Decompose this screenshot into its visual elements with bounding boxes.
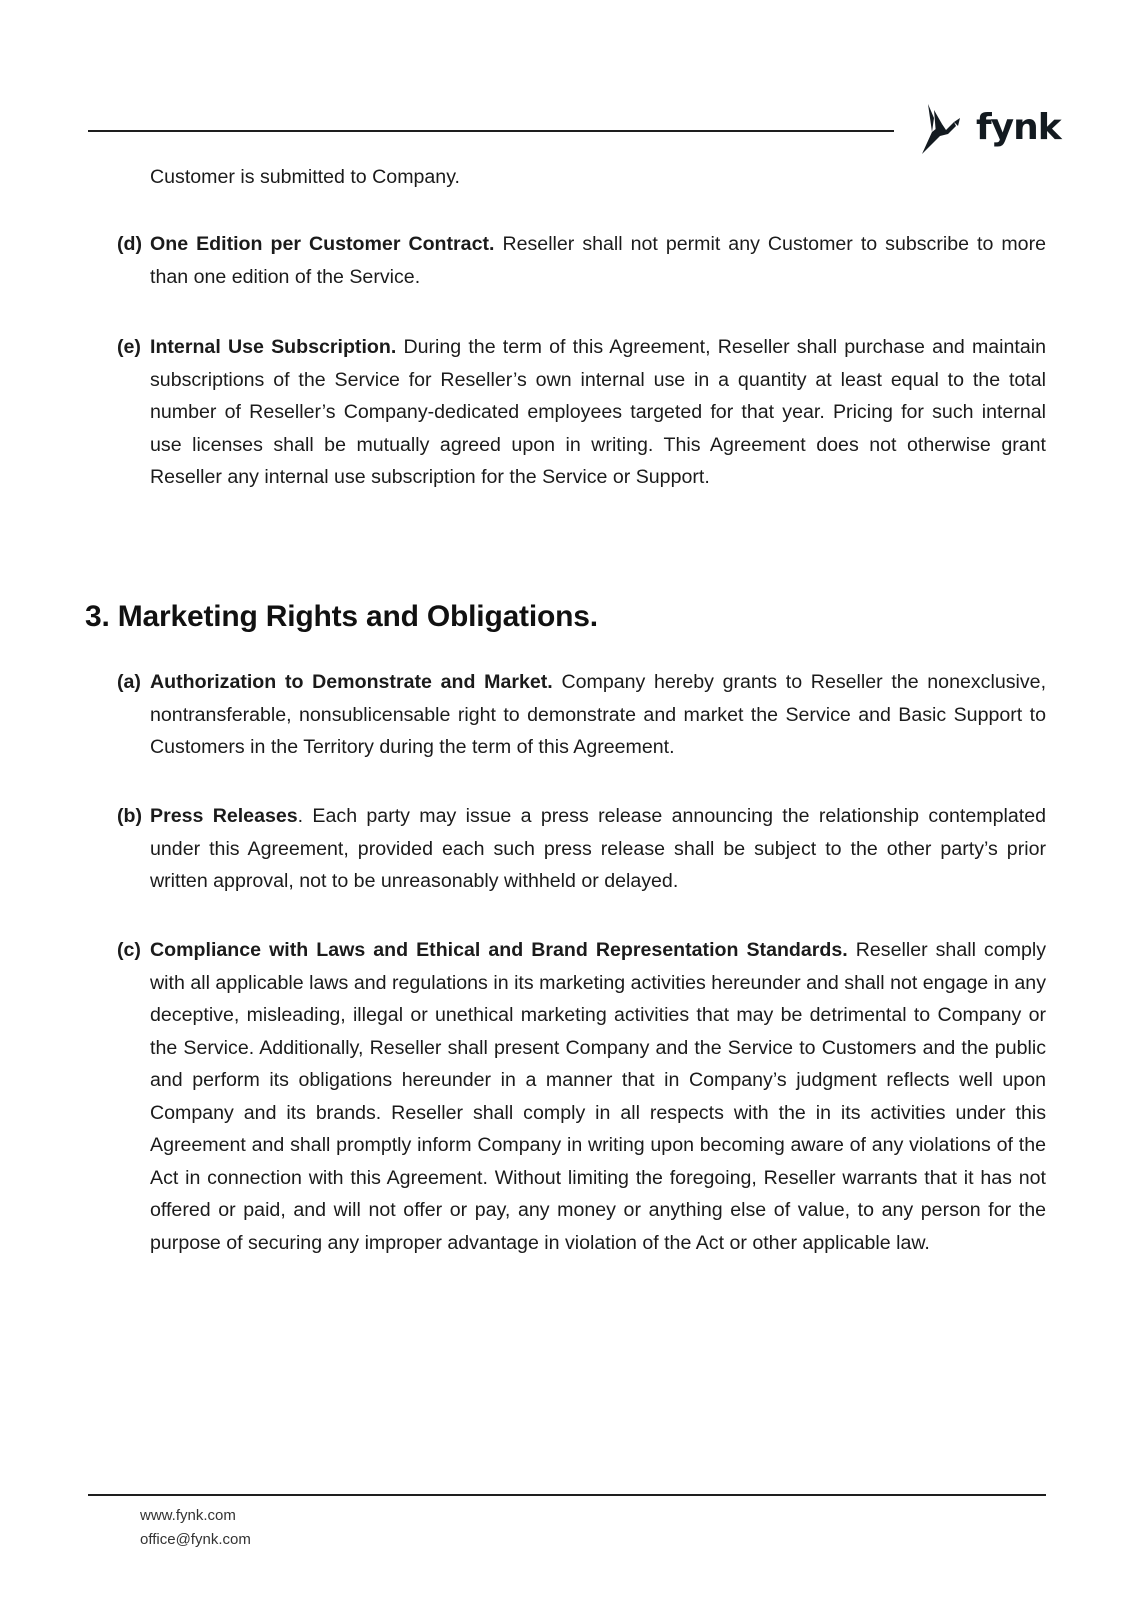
clause-title: Internal Use Subscription. xyxy=(150,336,397,358)
bird-icon xyxy=(920,104,976,156)
clause-marker: (c) xyxy=(117,939,141,961)
clause-3a xyxy=(117,666,1046,764)
clause-body: . Each party may issue a press release announcing the relationship contemplated under this Agreement, provided each such press release shall be subject to the other party’s prior written approval, not to be unreasonably withheld or delayed. xyxy=(150,805,1046,892)
continuation-text: Customer is submitted to Company. xyxy=(150,166,460,188)
clause-body: During the term of this Agreement, Reseller shall purchase and maintain subscriptions of the Service for Reseller’s own internal use in a quantity at least equal to the total number of Reseller’s Company-dedicated employees targeted for that year. Pricing for such internal use licenses shall be mutually agreed upon in writing. This Agreement does not otherwise grant Reseller any internal use subscription for the Service or Support. xyxy=(150,336,1046,488)
fynk-logo xyxy=(920,104,1061,160)
clause-title: Press Releases xyxy=(150,805,298,827)
clause-marker: (d) xyxy=(117,233,143,255)
header-divider xyxy=(88,130,894,132)
clause-2d xyxy=(117,228,1046,293)
clause-title: Compliance with Laws and Ethical and Brand Representation Standards. xyxy=(150,939,848,961)
footer-website[interactable]: www.fynk.com xyxy=(140,1507,236,1524)
footer xyxy=(140,1504,251,1552)
clause-body: Company hereby grants to Reseller the nonexclusive, nontransferable, nonsublicensable right to demonstrate and market the Service and Basic Support to Customers in the Territory during the term of this Agreement. xyxy=(150,671,1047,758)
clause-2e xyxy=(117,331,1046,494)
logo-wordmark: fynk xyxy=(976,107,1061,148)
footer-divider xyxy=(88,1494,1046,1496)
clause-3c xyxy=(117,934,1046,1259)
clause-body: Reseller shall comply with all applicable laws and regulations in its marketing activities hereunder and shall not engage in any deceptive, misleading, illegal or unethical marketing activities that may be detrimental to Company or the Service. Additionally, Reseller shall present Company and the Service to Customers and the public and perform its obligations hereunder in a manner that in Company’s judgment reflects well upon Company and its brands. Reseller shall comply in all respects with the in its activities under this Agreement and shall promptly inform Company in writing upon becoming aware of any violations of the Act in connection with this Agreement. Without limiting the foregoing, Reseller warrants that it has not offered or paid, and will not offer or pay, any money or anything else of value, to any person for the purpose of securing any improper advantage in violation of the Act or other applicable law. xyxy=(150,939,1046,1254)
clause-marker: (a) xyxy=(117,671,141,693)
clause-title: Authorization to Demonstrate and Market. xyxy=(150,671,553,693)
clause-marker: (b) xyxy=(117,805,143,827)
clause-title: One Edition per Customer Contract. xyxy=(150,233,495,255)
footer-email[interactable]: office@fynk.com xyxy=(140,1531,251,1548)
clause-3b xyxy=(117,800,1046,898)
clause-marker: (e) xyxy=(117,336,141,358)
clause-body: Reseller shall not permit any Customer to subscribe to more than one edition of the Service. xyxy=(150,233,1047,288)
section-title: 3. Marketing Rights and Obligations. xyxy=(85,600,598,633)
